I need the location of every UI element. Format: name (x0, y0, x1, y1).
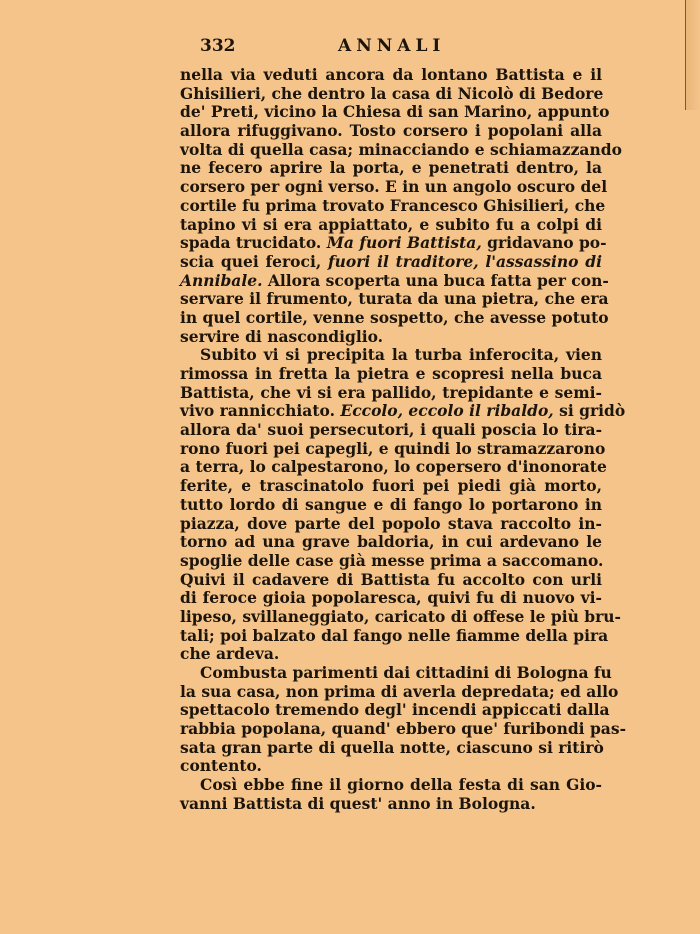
text-line (180, 401, 626, 421)
text-run: Così ebbe fine il giorno della festa di san Gio- (200, 775, 602, 795)
text-run: servare il frumento, turata da una pietra, che era (180, 289, 609, 309)
text-line (180, 438, 606, 459)
text-line (180, 346, 602, 365)
text-run: tali; poi balzato dal fango nelle fiamme della pira (180, 625, 609, 645)
text-run: spettacolo tremendo degl' incendi appiccati dalla (180, 700, 610, 720)
text-line (180, 66, 602, 85)
text-line (180, 384, 602, 403)
text-run: Combusta parimenti dai cittadini di Bologna fu (200, 663, 612, 682)
text-line (180, 270, 609, 291)
text-run: che ardeva. (180, 644, 280, 664)
text-line (180, 681, 619, 702)
italic-text: Eccolo, eccolo il ribaldo, (340, 401, 554, 421)
text-line (180, 552, 602, 571)
text-run: in quel cortile, venne sospetto, che avesse potuto (180, 307, 609, 327)
text-run: allora da' suoi persecutori, i quali poscia lo tira- (180, 420, 602, 440)
text-run: Battista, che vi si era pallido, trepidante e semi- (180, 382, 602, 402)
text-line (180, 253, 602, 272)
italic-text: fuori il traditore, l'assassino di (327, 251, 602, 271)
text-line (180, 421, 602, 440)
text-line (180, 625, 609, 646)
text-line (180, 328, 602, 347)
text-line (180, 289, 609, 309)
text-run: torno ad una grave baldoria, in cui ardevano le (180, 532, 602, 552)
text-line (180, 159, 602, 178)
text-run: sata gran parte di quella notte, ciascuno si ritirò (180, 737, 604, 757)
page-number: 332 (200, 36, 236, 56)
running-title: ANNALI (338, 36, 446, 56)
text-line (180, 795, 602, 814)
running-header (200, 36, 600, 58)
text-line (180, 776, 602, 795)
text-line (180, 719, 627, 739)
text-run: corsero per ogni verso. E in un angolo oscuro del (180, 177, 608, 197)
text-line (180, 365, 602, 384)
text-run: volta di quella casa; minacciando e schiamazzando (180, 139, 622, 159)
text-run: vivo rannicchiato. (180, 401, 341, 421)
text-line (180, 195, 606, 216)
text-run: Allora scoperta una buca fatta per con- (262, 270, 609, 290)
text-run: servire di nascondiglio. (180, 326, 384, 346)
text-run: contento. (180, 756, 262, 776)
text-run: Ghisilieri, che dentro la casa di Nicolò di Bedore (180, 83, 604, 103)
text-run: si gridò (553, 401, 626, 421)
text-run: gridavano po- (481, 233, 607, 253)
text-line (180, 457, 607, 477)
text-line (180, 663, 612, 683)
text-run: Subito vi si precipita la turba inferocita, vien (200, 345, 602, 365)
text-line (180, 102, 610, 122)
text-line (180, 700, 610, 720)
text-run: ferite, e trascinatolo fuori pei piedi già morto, (180, 476, 602, 496)
text-run: scia quei feroci, (180, 251, 328, 271)
page-edge (685, 0, 700, 110)
body-text (180, 65, 627, 814)
text-line (180, 477, 602, 496)
text-line (180, 85, 602, 104)
text-line (180, 515, 602, 534)
italic-text: Annibale. (180, 270, 263, 290)
text-line (180, 122, 602, 141)
text-run: lipeso, svillaneggiato, caricato di offese le più bru- (180, 606, 621, 626)
text-run: ne fecero aprire la porta, e penetrati dentro, la (180, 158, 602, 178)
text-line (180, 571, 602, 590)
text-line (180, 739, 602, 758)
text-run: piazza, dove parte del popolo stava raccolto in- (180, 513, 602, 533)
text-line (180, 645, 602, 664)
text-run: Quivi il cadavere di Battista fu accolto con urli (180, 569, 602, 589)
text-run: rimossa in fretta la pietra e scopresi nella buca (180, 364, 602, 383)
text-line (180, 307, 609, 328)
text-line (180, 589, 602, 608)
text-run: de' Preti, vicino la Chiesa di san Marino, appunto (180, 102, 610, 122)
text-run: rono fuori pei capegli, e quindi lo stramazzarono (180, 438, 606, 458)
text-line (180, 139, 622, 160)
text-run: di feroce gioia popolaresca, quivi fu di nuovo vi- (180, 588, 602, 608)
text-run: la sua casa, non prima di averla depredata; ed allo (180, 681, 619, 701)
text-run: allora rifuggivano. Tosto corsero i popolani alla (180, 121, 602, 141)
italic-text: Ma fuori Battista, (326, 233, 482, 253)
text-line (180, 533, 602, 552)
text-run: nella via veduti ancora da lontano Battista e il (180, 65, 602, 84)
text-run: a terra, lo calpestarono, lo copersero d'inonorate (180, 457, 607, 477)
text-run: spoglie delle case già messe prima a saccomano. (180, 550, 604, 570)
text-run: cortile fu prima trovato Francesco Ghisilieri, che (180, 195, 606, 215)
text-line (180, 757, 602, 776)
text-run: vanni Battista di quest' anno in Bologna. (180, 793, 536, 813)
text-line (180, 233, 607, 253)
text-line (180, 216, 602, 235)
text-line (180, 177, 608, 197)
text-run: tutto lordo di sangue e di fango lo portarono in (180, 494, 602, 514)
text-line (180, 606, 621, 627)
text-run: tapino vi si era appiattato, e subito fu a colpi di (180, 214, 602, 234)
text-run: rabbia popolana, quand' ebbero que' furibondi pas- (180, 719, 627, 739)
text-run: spada trucidato. (180, 233, 327, 253)
text-line (180, 496, 602, 515)
